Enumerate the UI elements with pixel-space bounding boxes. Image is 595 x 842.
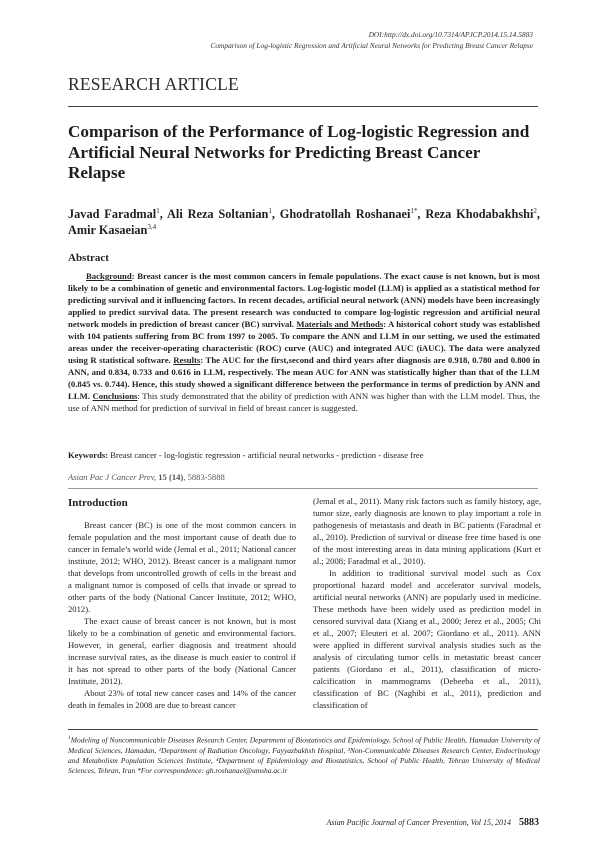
citation-pages: , 5883-5888: [183, 472, 225, 482]
header-divider: [68, 106, 538, 107]
citation-volume: 15 (14): [158, 472, 184, 482]
paragraph: In addition to traditional survival model such as Cox proportional hazard model and accelerator survival models, artificial neural networks (ANN) are popularly used in medicine. These methods have been widely used as prediction model in censored survival data (Xiang et al., 2000; Jerez et al., 2005; Chi et al., 2007; Eleuteri et al. 2007; Giordano et al., 2011). ANN were applied in different survival analysis studies such as the analysis of circulating tumor cells in metastatic breast cancer patients (Giordano et al., 2011), classification of micro-calcification in mammograms (Debeeba et al., 2011), classification of BC (Naghibi et al., 2011), prediction and classification of: [313, 568, 541, 710]
footer-journal: Asian Pacific Journal of Cancer Prevention, Vol 15, 2014: [326, 818, 511, 827]
abstract-label-conclusions: Conclusions: [92, 391, 138, 401]
author-affiliation: 3,4: [147, 222, 157, 231]
keywords: [68, 450, 540, 461]
paragraph: Breast cancer (BC) is one of the most common cancers in female population and the most important cause of death due to cancer in female’s world wide (Jemal et al., 2011; National cancer institute, 2012; WHO, 2012). Breast cancer is a malignant tumor that develops from uncontrolled growth of cells in the breast and a malignant tumor is composed of cells that invade or spread to other parts of the body (National Cancer Institute, 2012; WHO, 2012).: [68, 520, 296, 614]
page-footer: [326, 817, 539, 828]
keywords-text: Breast cancer - log-logistic regression - artificial neural networks - prediction - disease free: [108, 450, 424, 460]
paragraph: About 23% of total new cancer cases and 14% of the cancer death in females in 2008 are due to breast cancer: [68, 688, 296, 710]
abstract-background-text: : Breast cancer is the most common cancers in female populations. The exact cause is not known, but is most likely to be a combination of genetic and environmental factors. Log-logistic model (LLM) is applied as a statistical method for predicting survival and it influencing factors. In recent decades, artificial neural network (ANN) models have been increasingly applied to predict survival data. The present research was conducted to compare log-logistic regression and artificial neural network models in prediction of breast cancer (BC) survival.: [68, 271, 540, 329]
author-name: Ali Reza Soltanian: [167, 207, 269, 221]
author-list: Javad Faradmal$^1$, Ali Reza Soltanian$^1$, Ghodratollah Roshanaei$^{1*}$, Reza Khodabakhshi$^2$, Amir Kasaeian$^{3,4}$: [68, 206, 540, 237]
footnote-mark: 1: [68, 735, 71, 741]
abstract-methods-text: : A historical cohort study was established with 104 patients suffering from BC from 1997 to 2005. To compare the ANN and LLM in our setting, we used the estimated areas under the receiver-operating characteristic (ROC) curve (AUC) and integrated AUC (iAUC). The data were analyzed using R statistical software.: [68, 319, 540, 365]
citation-line: [68, 472, 225, 482]
author-affiliation: 1*: [410, 206, 418, 215]
author-name: Reza Khodabakhshi: [425, 207, 534, 221]
paragraph: (Jemal et al., 2011). Many risk factors such as family history, age, tumor size, early diagnosis are known to play important a role in pathogenesis of metastasis and death in BC patients (Faradmal et al., 2010). Prediction of survival or disease free time based is one of the most interesting areas in data mining applications (Kurt et al.; 2008; Faradmal et al., 2010).: [313, 496, 541, 566]
abstract-conclusions-text: : This study demonstrated that the ability of prediction with ANN was higher than with the LLM model. Thus, the use of ANN method for prediction of survival in field of breast cancer is suggested.: [68, 391, 540, 413]
section-label: RESEARCH ARTICLE: [68, 74, 239, 94]
footnote-divider: [68, 729, 538, 730]
doi-line[interactable]: DOI:http://dx.doi.org/10.7314/APJCP.2014.15.14.5883: [368, 30, 533, 39]
abstract-heading: Abstract: [68, 252, 109, 264]
introduction-heading: Introduction: [68, 497, 128, 509]
right-column: [313, 495, 541, 711]
page-number: 5883: [519, 817, 539, 828]
citation-journal: Asian Pac J Cancer Prev,: [68, 472, 157, 482]
keywords-label: Keywords:: [68, 450, 109, 460]
paragraph: The exact cause of breast cancer is not known, but is most likely to be a combination of genetic and environmental factors. However, in general, earlier diagnosis and treatment should increase survival rates, as the disease is much easier to control if it has not spread to other parts of the body (National Cancer Institute, 2012).: [68, 616, 296, 686]
author-affiliation: 1: [156, 206, 160, 215]
running-title: Comparison of Log-logistic Regression and Artificial Neural Networks for Predicting Breast Cancer Relapse: [210, 41, 533, 50]
abstract-results-text: : The AUC for the first,second and third years after diagnosis are 0.918, 0.780 and 0.800 in ANN, and 0.834, 0.733 and 0.616 in LLM, respectively. The mean AUC for ANN was statistically higher than that of the LLM (0.845 vs. 0.744). Hence, this study showed a significant difference between the performance in terms of prediction by ANN and LLM.: [68, 355, 541, 401]
author-affiliation: 2: [533, 206, 537, 215]
author-affiliation: 1: [268, 206, 272, 215]
affiliations-footnote: [68, 733, 540, 776]
abstract-label-methods: Materials and Methods: [296, 319, 384, 329]
author-name: Javad Faradmal: [68, 207, 157, 221]
abstract-label-background: Background: [86, 271, 132, 281]
left-column: [68, 519, 296, 711]
citation-divider: [68, 488, 538, 489]
author-name: Amir Kasaeian: [68, 222, 148, 237]
author-name: Ghodratollah Roshanaei: [279, 207, 411, 221]
abstract-label-results: Results: [173, 355, 201, 365]
abstract-body: [68, 270, 540, 414]
footnote-text: Modeling of Noncommunicable Diseases Research Center, Department of Biostatistics and Epidemiology, School of Public Health, Hamadan University of Medical Sciences, Hamadan, ²Department of Radiation Oncology, Fayyazbakhsh Hospital, ³Non-Communicable Diseases Research Center, Endocrinology and Metabolism Population Sciences Institute, ⁴Department of Epidemiology and Biostatistics, School of Public Health, Tehran University of Medical Sciences, Tehran, Iran *For correspondence: gh.roshanaei@umsha.ac.ir: [68, 735, 540, 775]
article-title: Comparison of the Performance of Log-logistic Regression and Artificial Neural Networks for Predicting Breast Cancer Relapse: [68, 122, 530, 182]
